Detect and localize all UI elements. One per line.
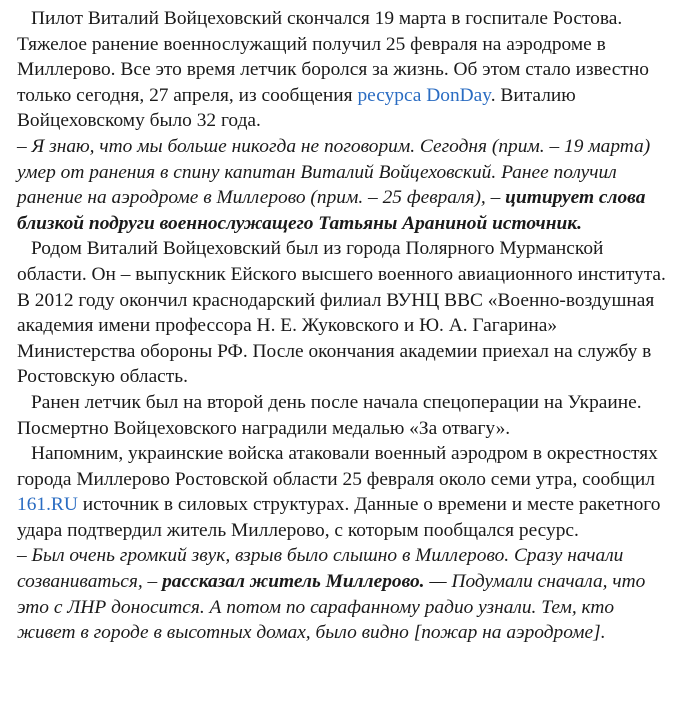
paragraph-text: источник в силовых структурах. Данные о времени и месте ракетного удара подтвердил житель Миллерово, с которым пообщался ресурс. (17, 494, 661, 541)
quote-text: – Был очень громкий звук, взрыв было слышно в Миллерово. Сразу начали созваниваться, – (17, 545, 624, 593)
quote-attribution: цитирует слова близкой подруги военнослужащего Татьяны Араниной источник. (17, 187, 646, 234)
friend-quote (17, 134, 673, 236)
paragraph-text: . Виталию Войцеховскому было 32 года. (17, 84, 576, 132)
quote-text: — Подумали сначала, что это с ЛНР доносится. А потом по сарафанному радио узнали. Тем, кто живет в городе в высотных домах, было видно [пожар на аэродроме]. (17, 571, 646, 644)
paragraph-text: Пилот Виталий Войцеховский скончался 19 марта в госпитале Ростова. Тяжелое ранение военнослужащий получил 25 февраля на аэродроме в Миллерово. Все это время летчик боролся за жизнь. Об этом стало известно только сегодня, 27 апреля, из сообщения (17, 8, 649, 106)
paragraph-death-report (17, 6, 673, 134)
paragraph-text: Напомним, украинские войска атаковали военный аэродром в окрестностях города Миллерово Ростовской области 25 февраля около семи утра, сообщил (17, 443, 658, 490)
161ru-source-link[interactable]: 161.RU (17, 494, 78, 516)
paragraph-injury: Ранен летчик был на второй день после начала спецоперации на Украине. Посмертно Войцеховского наградили медалью «За отвагу». (17, 391, 642, 439)
paragraph-biography: Родом Виталий Войцеховский был из города Полярного Мурманской области. Он – выпускник Ейского высшего военного авиационного института. В 2012 году окончил краснодарский филиал ВУНЦ ВВС «Военно-воздушная академия имени профессора Н. Е. Жуковского и Ю. А. Гагарина» Министерства обороны РФ. После окончания академии приехал на службу в Ростовскую область. (17, 238, 666, 388)
resident-quote (17, 543, 673, 645)
donday-source-link[interactable]: ресурса DonDay (357, 84, 491, 106)
quote-attribution: рассказал житель Миллерово. (162, 571, 425, 593)
paragraph-attack (17, 441, 673, 543)
quote-text: – Я знаю, что мы больше никогда не поговорим. Сегодня (прим. – 19 марта) умер от ранения в спину капитан Виталий Войцеховский. Ранее получил ранение на аэродроме в Миллерово (прим. – 25 февраля), – (17, 135, 651, 209)
